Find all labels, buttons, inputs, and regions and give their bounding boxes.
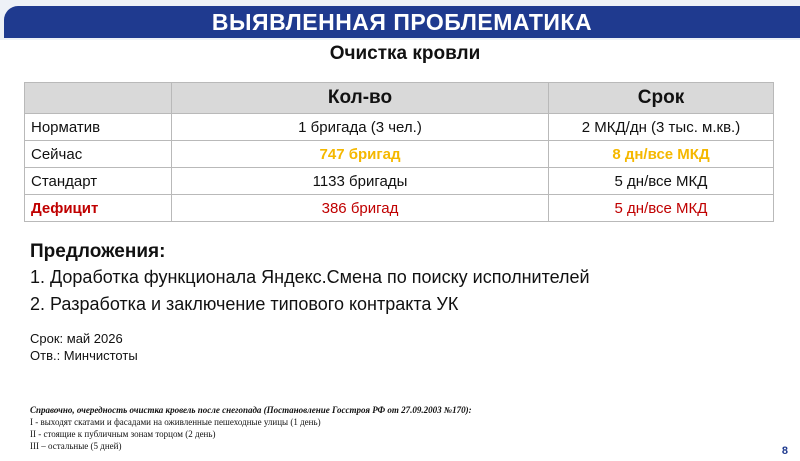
row-term: 5 дн/все МКД — [549, 168, 774, 195]
row-qty: 747 бригад — [172, 141, 549, 168]
table-row — [25, 141, 774, 168]
page-subtitle: Очистка кровли — [329, 43, 481, 64]
page-title: ВЫЯВЛЕННАЯ ПРОБЛЕМАТИКА — [211, 8, 593, 35]
footnote-title: Справочно, очередность очистка кровель после снегопада (Постановление Госстроя РФ от 27.09.2003 №170): — [30, 405, 472, 415]
proposal-item: 1. Доработка функционала Яндекс.Смена по поиску исполнителей — [30, 267, 590, 287]
proposals-section — [30, 240, 790, 318]
footnote-line: II - стоящие к публичным зонам торцом (2 день) — [30, 429, 216, 439]
table-row — [25, 114, 774, 141]
table-header-qty: Кол-во — [172, 83, 549, 114]
table-header-row — [25, 83, 774, 114]
proposal-item: 2. Разработка и заключение типового контракта УК — [30, 294, 459, 314]
table-header-empty — [25, 83, 172, 114]
row-qty: 1133 бригады — [172, 168, 549, 195]
data-table — [24, 82, 774, 222]
row-label: Сейчас — [25, 141, 172, 168]
footnote-line: I - выходят скатами и фасадами на оживленные пешеходные улицы (1 день) — [30, 417, 321, 427]
footnote-line: III – остальные (5 дней) — [30, 441, 122, 451]
footnote — [30, 404, 770, 452]
row-label: Дефицит — [25, 195, 172, 222]
deadline-responsible: Отв.: Минчистоты — [30, 348, 138, 363]
table-row — [25, 195, 774, 222]
row-term: 2 МКД/дн (3 тыс. м.кв.) — [549, 114, 774, 141]
row-term: 8 дн/все МКД — [549, 141, 774, 168]
row-qty: 386 бригад — [172, 195, 549, 222]
row-term: 5 дн/все МКД — [549, 195, 774, 222]
title-banner — [4, 6, 800, 38]
table-header-term: Срок — [549, 83, 774, 114]
row-qty: 1 бригада (3 чел.) — [172, 114, 549, 141]
row-label: Стандарт — [25, 168, 172, 195]
table-row — [25, 168, 774, 195]
deadline-block — [30, 330, 138, 364]
deadline-term: Срок: май 2026 — [30, 331, 123, 346]
row-label: Норматив — [25, 114, 172, 141]
proposals-title: Предложения: — [30, 241, 166, 262]
page-number: 8 — [781, 445, 788, 457]
